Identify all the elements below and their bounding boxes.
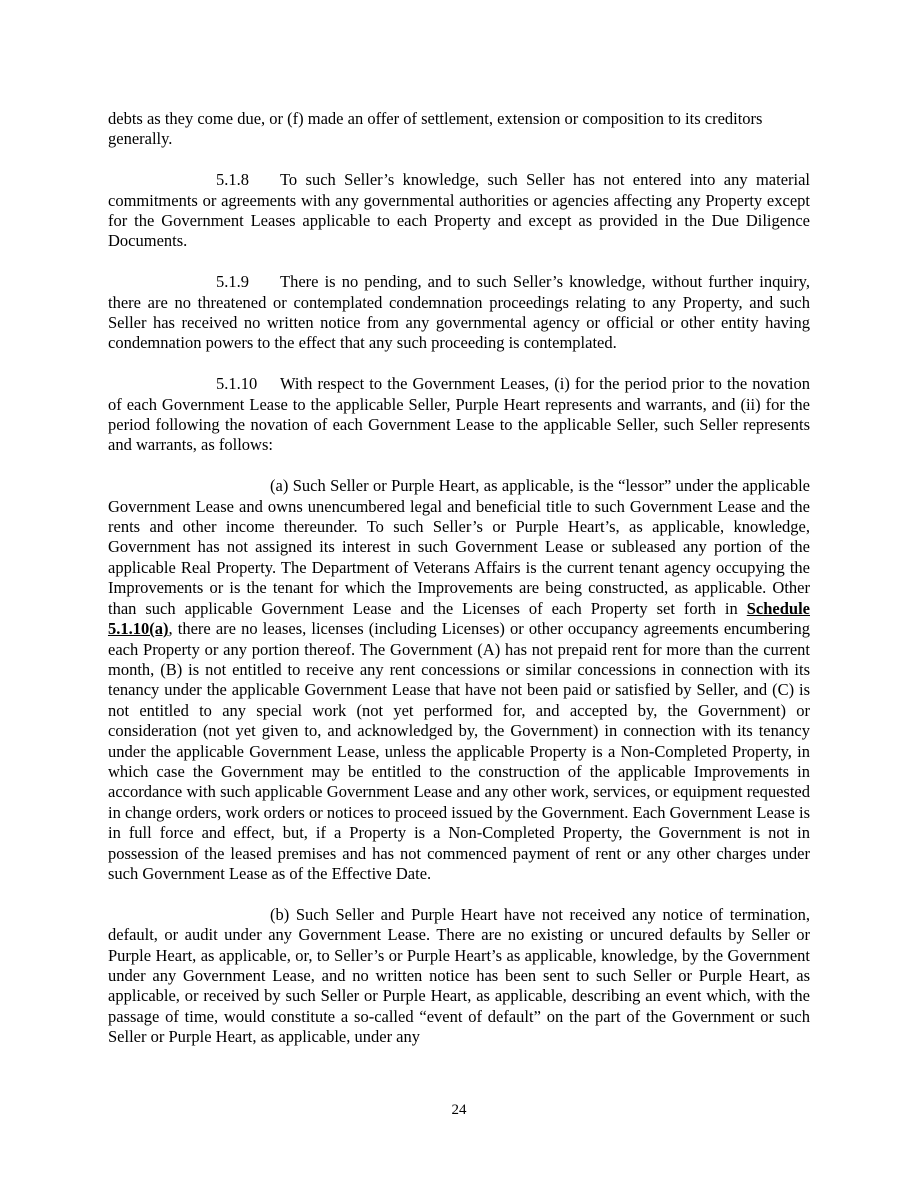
subsection-text: (b) Such Seller and Purple Heart have not received any notice of termination, default, or audit under any Government Lease. There are no existing or uncured defaults by Seller or Purple Heart, as applicable, or, to Seller’s or Purple Heart’s as applicable, knowledge, by the Government under any Government Lease, and no written notice has been sent to such Seller or Purple Heart, as applicable, or received by such Seller or Purple Heart, as applicable, describing an event which, with the passage of time, would constitute a so-called “event of default” on the part of the Government or such Seller or Purple Heart, as applicable, under any: [108, 904, 810, 1047]
section-number: 5.1.9: [216, 272, 249, 292]
subsection-a: [108, 476, 810, 884]
section-number: 5.1.10: [216, 374, 258, 394]
section-text: To such Seller’s knowledge, such Seller has not entered into any material commitments or agreements with any governmental authorities or agencies affecting any Property except for the Government Leases applicable to each Property and except as provided in the Due Diligence Documents.: [108, 170, 810, 251]
paragraph-text: debts as they come due, or (f) made an offer of settlement, extension or composition to its creditors generally.: [108, 109, 763, 149]
paragraph-continuation: [108, 109, 810, 150]
section-text: With respect to the Government Leases, (i) for the period prior to the novation of each Government Lease to the applicable Seller, Purple Heart represents and warrants, and (ii) for the period following the novation of each Government Lease to the applicable Seller, such Seller represents and warrants, as follows:: [108, 374, 810, 455]
section-5-1-8: [108, 170, 810, 252]
schedule-reference: Schedule 5.1.10(a): [108, 598, 810, 639]
section-5-1-9: [108, 272, 810, 354]
page-number: 24: [451, 1102, 467, 1118]
section-text: There is no pending, and to such Seller’s knowledge, without further inquiry, there are no threatened or contemplated condemnation proceedings relating to any Property, and such Seller has received no written notice from any governmental agency or official or other entity having condemnation powers to the effect that any such proceeding is contemplated.: [108, 272, 810, 353]
page-body: [108, 109, 810, 1068]
section-5-1-10: [108, 374, 810, 456]
subsection-text-after: , there are no leases, licenses (including Licenses) or other occupancy agreements encumbering each Property or any portion thereof. The Government (A) has not prepaid rent for more than the current month, (B) is not entitled to receive any rent concessions or similar concessions in connection with its tenancy under the applicable Government Lease that have not been paid or satisfied by Seller, and (C) is not entitled to any special work (not yet performed for, and accepted by, the Government) or consideration (not yet given to, and acknowledged by, the Government) in connection with its tenancy under the applicable Government Lease, unless the applicable Property is a Non-Completed Property, in which case the Government may be entitled to the construction of the applicable Improvements in accordance with such applicable Government Lease and any other work, services, or equipment requested in change orders, work orders or notices to proceed issued by the Government. Each Government Lease is in full force and effect, but, if a Property is a Non-Completed Property, the Government is not in possession of the leased premises and has not commenced payment of rent or any other charges under such Government Lease as of the Effective Date.: [108, 619, 810, 883]
subsection-text-before: (a) Such Seller or Purple Heart, as applicable, is the “lessor” under the applicable Government Lease and owns unencumbered legal and beneficial title to such Government Lease and the rents and other income thereunder. To such Seller’s or Purple Heart’s, as applicable, knowledge, Government has not assigned its interest in such Government Lease or subleased any portion of the applicable Real Property. The Department of Veterans Affairs is the current tenant agency occupying the Improvements or is the tenant for which the Improvements are being constructed, as applicable. Other than such applicable Government Lease and the Licenses of each Property set forth in: [108, 476, 810, 618]
section-number: 5.1.8: [216, 170, 249, 190]
subsection-b: [108, 905, 810, 1048]
